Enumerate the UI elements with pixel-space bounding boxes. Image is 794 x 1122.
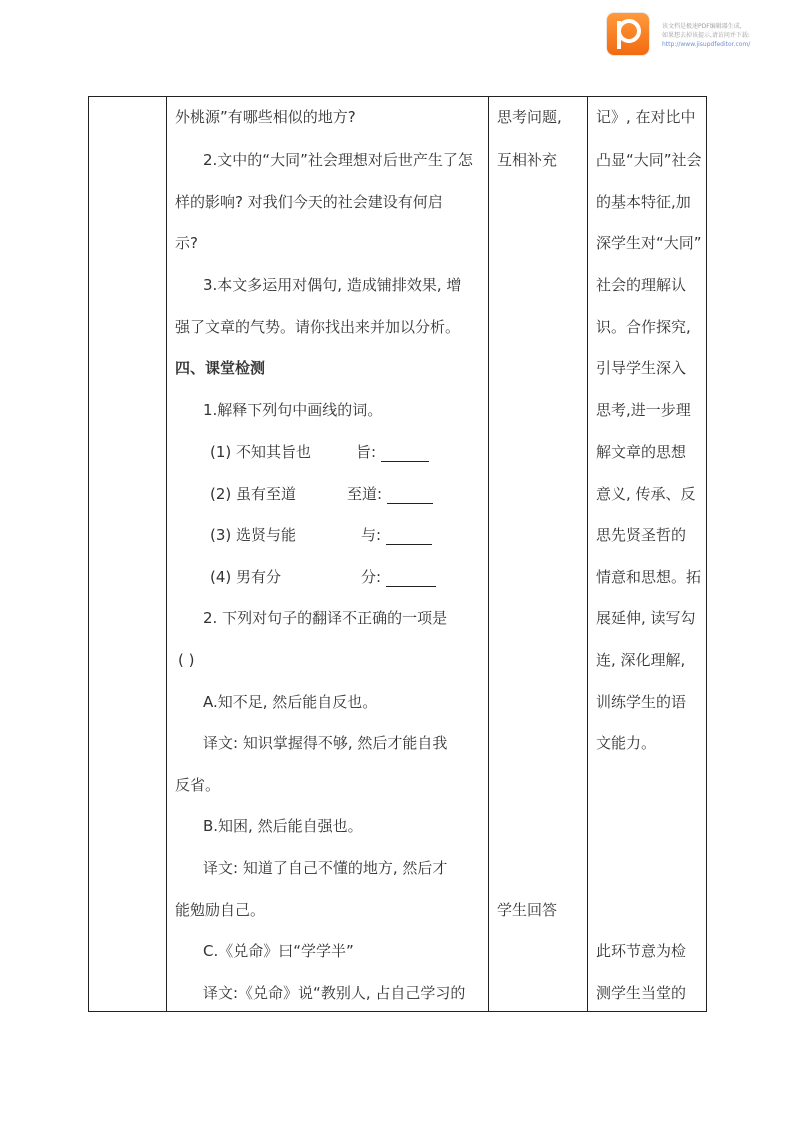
design-line: 训练学生的语 xyxy=(596,693,687,711)
design-line: 凸显“大同”社会 xyxy=(596,151,702,169)
translation-a: 译文: 知识掌握得不够, 然后才能自我 xyxy=(203,734,448,752)
pdf-editor-logo-icon xyxy=(607,13,649,55)
content-line: 外桃源”有哪些相似的地方? xyxy=(175,108,356,126)
content-line: 能勉励自己。 xyxy=(175,901,266,919)
design-line: 深学生对“大同” xyxy=(596,234,702,252)
content-line: 强了文章的气势。请你找出来并加以分析。 xyxy=(175,318,461,336)
student-activity-line: 学生回答 xyxy=(497,901,558,919)
design-line: 思考,进一步理 xyxy=(596,401,691,419)
design-line: 引导学生深入 xyxy=(596,359,687,377)
watermark xyxy=(662,22,782,49)
table-divider-1 xyxy=(166,96,167,1012)
option-c: C.《兑命》曰“学学半” xyxy=(203,942,354,960)
section-heading: 四、课堂检测 xyxy=(175,359,266,377)
gloss-3: 与: xyxy=(361,525,432,545)
design-line: 意义, 传承、反 xyxy=(596,485,696,503)
question-3: 3.本文多运用对偶句, 造成铺排效果, 增 xyxy=(203,276,462,294)
design-line: 思先贤圣哲的 xyxy=(596,526,687,544)
option-b: B.知困, 然后能自强也。 xyxy=(203,817,363,835)
question-2: 2.文中的“大同”社会理想对后世产生了怎 xyxy=(203,151,473,169)
option-a: A.知不足, 然后能自反也。 xyxy=(203,693,378,711)
table-top-border xyxy=(88,96,707,97)
watermark-line2: 如果想去掉该提示,请访问并下载: xyxy=(662,32,750,39)
table-border-right xyxy=(706,96,707,1012)
exercise-1: 1.解释下列句中画线的词。 xyxy=(203,401,383,419)
table-border-left xyxy=(88,96,89,1012)
translation-c: 译文:《兑命》说“教别人, 占自己学习的 xyxy=(203,984,466,1002)
answer-blank[interactable] xyxy=(386,530,432,545)
design-line: 识。合作探究, xyxy=(596,318,691,336)
design-line: 社会的理解认 xyxy=(596,276,687,294)
design-line: 测学生当堂的 xyxy=(596,984,687,1002)
answer-blank[interactable] xyxy=(381,447,429,462)
sub-item-1: (1) 不知其旨也 xyxy=(210,443,312,461)
design-line: 解文章的思想 xyxy=(596,443,687,461)
student-activity-line: 思考问题, xyxy=(497,108,562,126)
design-line: 文能力。 xyxy=(596,734,657,752)
answer-blank[interactable] xyxy=(386,572,436,587)
design-line: 展延伸, 读写勾 xyxy=(596,609,696,627)
gloss-1: 旨: xyxy=(356,442,429,462)
gloss-2: 至道: xyxy=(347,484,433,504)
sub-item-2: (2) 虽有至道 xyxy=(210,485,297,503)
content-line: 反省。 xyxy=(175,776,221,794)
design-line: 的基本特征,加 xyxy=(596,193,691,211)
content-line: 样的影响? 对我们今天的社会建设有何启 xyxy=(175,193,443,211)
answer-paren: ( ) xyxy=(178,651,195,669)
gloss-4: 分: xyxy=(361,567,436,587)
translation-b: 译文: 知道了自己不懂的地方, 然后才 xyxy=(203,859,448,877)
sub-item-3: (3) 选贤与能 xyxy=(210,526,297,544)
exercise-2: 2. 下列对句子的翻译不正确的一项是 xyxy=(203,609,448,627)
watermark-line1: 该文档是极速PDF编辑器生成, xyxy=(662,23,742,30)
design-line: 此环节意为检 xyxy=(596,942,687,960)
watermark-url[interactable]: http://www.jisupdfeditor.com/ xyxy=(662,41,751,48)
design-line: 记》, 在对比中 xyxy=(596,108,696,126)
table-divider-3 xyxy=(587,96,588,1012)
table-divider-2 xyxy=(488,96,489,1012)
student-activity-line: 互相补充 xyxy=(497,151,558,169)
content-line: 示? xyxy=(175,234,198,252)
sub-item-4: (4) 男有分 xyxy=(210,568,282,586)
answer-blank[interactable] xyxy=(387,489,433,504)
design-line: 情意和思想。拓 xyxy=(596,568,702,586)
table-bottom-border xyxy=(88,1011,707,1012)
design-line: 连, 深化理解, xyxy=(596,651,686,669)
